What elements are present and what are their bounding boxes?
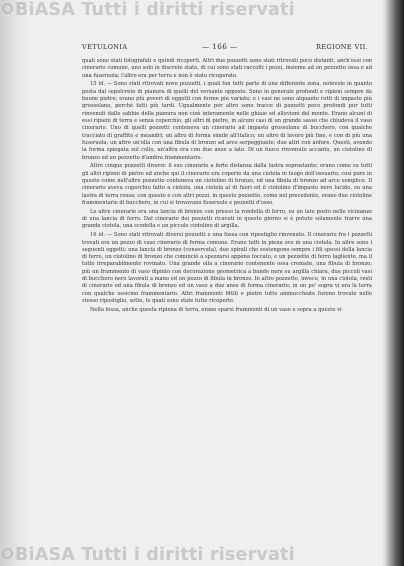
paragraph: Altre cinque pozzetti diversi: il suo cinerario a forte distanza dalla lastra soprastante; erano come su tutti gli altri ripieni di pietre ed anche qui il cinerario era coperto da una ciotola in luogo dell'ossuario; così pure in questo come nell'altro pozzetto conteneva un ciotolino di bronzo, ed una fibula di bronzo ad arco semplice. Il cinerario aveva coperchio fatto a ciotola, una ciotola al di fuori ed il ciotolino d'impasto nero lucido, su una lastra di terra rossa; con questo e con altri pezzi, in questo pozzetto, come nel precedente, erano due ciotoline frammentarie di bucchero, in cui si trovavano fuseruole e pezzetti d'osso. xyxy=(82,163,372,206)
header-left: VETULONIA xyxy=(82,43,128,51)
watermark-bottom-text: BiASA Tutti i diritti riservati xyxy=(15,545,295,565)
paragraph: quali sono stati fotografati e quindi ricoperti. Altri due pozzetti sono stati ritrovati poco distanti, anch'essi con cinerario comune, uno solo in discreto stato, di cui sono stati raccolti i pezzi, insieme ad un pezzetto ossa e ad una fuseruola; l'altro era per terra e non è stato ricuperato. xyxy=(82,58,372,79)
watermark-top xyxy=(2,0,295,20)
header-right: REGIONE VII. xyxy=(316,43,368,51)
running-header xyxy=(82,43,368,53)
watermark-bottom xyxy=(2,545,295,565)
watermark-logo-icon xyxy=(2,548,13,559)
watermark-top-text: BiASA Tutti i diritti riservati xyxy=(15,0,295,20)
scan-left-edge xyxy=(0,0,30,566)
paragraph: Le altre cinerarie era una lancia di bronzo con presso la rondella di ferro, su un lato posto nelle vicinanze di una lancia di ferro. Dal cinerario dei pozzetti ricavati in questo giorno si è potuto solamente trarre una grande ciotola, una scodella e un piccolo ciotolino di argilla. xyxy=(82,208,372,230)
paragraph: Nella fossa, anche questa ripiena di terra, erano sparsi frammenti di un vaso e sopra a questo vi xyxy=(90,306,342,313)
body-text xyxy=(82,58,372,316)
paragraph: 16 id. — Sono stati ritrovati diversi pozzetti e una fossa con ripostiglio rinvenuto. Il cinerario fra i pozzetti trovati era un pezzo di vaso cinerario di forma comune. Erano tutti in piena ove in una ciotola. In altre sono i seguenti oggetti: una lancia di bronzo (conservata), due spirali che sostengono sempre i fili spessi della lancia di ferro, un ciotolino di bronzo che cominciò a spezzarsi appena toccato, e un pezzetto di ferro tagliente, ma il tutto irreparabilmente rovinato. Una grande olla a cinerario contenente ossa cremate, una fibula di bronzo; più un frammento di vaso dipinto con decorazione geometrica a bande nere su argilla chiara, due piccoli vasi di bucchero nero lavorati a mano ed un pezzo di fibula in bronzo. In altro pozzetto, invece, in una ciotola, resti di cinerario ed una fibula di bronzo ed un vaso a due anse di forma cinerario; in un po' sopra vi era la terra con qualche ossicino frammentario. Altri frammenti fittili e pietre tutte ammucchiate furono trovate nello stesso ripostiglio, sotto, le quali sono state tutte ricoperte. xyxy=(82,232,372,304)
paragraph: 15 id. — Sono stati ritrovati nove pozzetti, i quali fan tutti parte di una differente zona, notevole in quanto posta dal sepolcreto di pianura di quelli del versante opposto. Sono in generale profondi e ripieni sempre da buone pietre; erano più poveri di oggetti con forme più variate; e i vasi ne sono alquanto rotti di impasto più grossolano, perché fatti più tardi. Ugualmente per altro sono tracce di pozzetti poco profondi pur tutti rinvenuti dalle sabbie della pianura non cioè interamente nelle ghiaie ed alluvioni del monte. Erano alcuni di essi ripieni di terra e senza coperchio, gli altri di pietre, in alcuni casi di un grande sasso che chiudeva il vaso cinerario. Uno di quelli pozzetti conteneva un cinerario ad impasto grossolano di bucchero, con qualche tracciato di graffito e meandri; un altro di forma simile all'italico; un altro di lavoro più fine, e con di più una fuseruola; un altro un'olla con una fibula di bronzo ad arco serpeggiante; due altri con anfore. Questi, avendo la forma spiegata sul collo, un'altra era con due anse a lato. Di un fuoco rinvenuto accanto, un ciotolino di bronzo ed un pezzetto d'ambra frammentario. xyxy=(82,81,372,161)
scan-right-edge xyxy=(382,0,404,566)
watermark-logo-icon xyxy=(2,3,13,14)
page-number: — 166 — xyxy=(202,42,238,51)
